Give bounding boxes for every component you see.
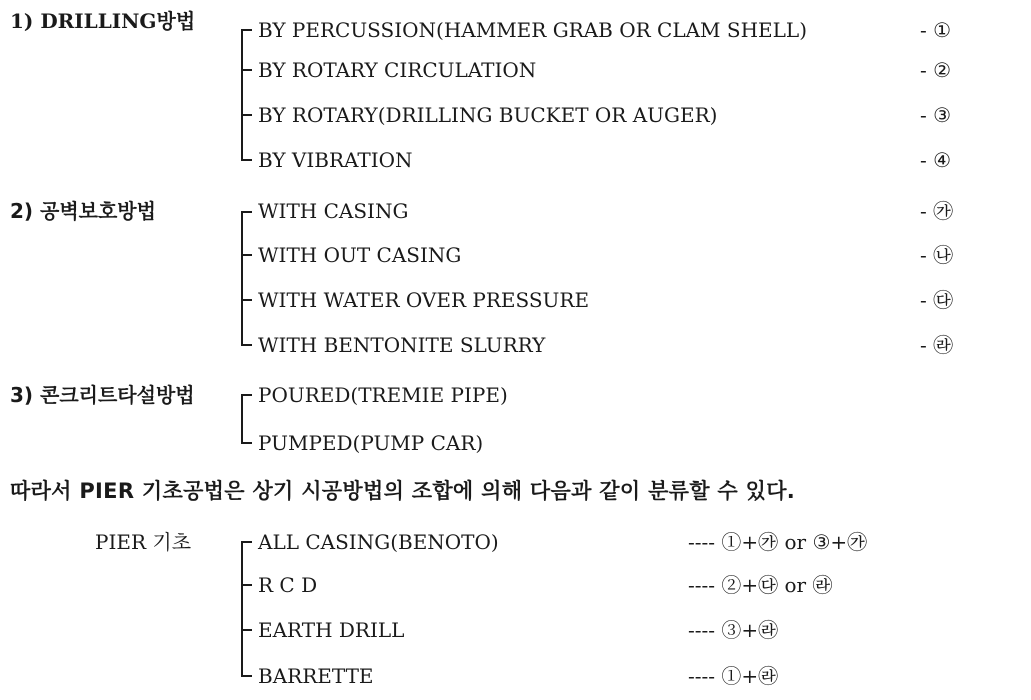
drilling-item-1: BY PERCUSSION(HAMMER GRAB OR CLAM SHELL) [258, 18, 808, 42]
wall-code-4: - ㉱ [920, 333, 954, 357]
drilling-code-2: - ② [920, 58, 952, 82]
section-3-heading: 3) 콘크리트타설방법 [10, 383, 195, 407]
wall-code-1: - ㉮ [920, 199, 954, 223]
bracket-wall-protection [242, 212, 252, 345]
drilling-code-4: - ④ [920, 148, 952, 172]
pier-combo-2: ---- ②+㉰ or ㉱ [688, 573, 833, 597]
wall-item-3: WITH WATER OVER PRESSURE [258, 288, 590, 312]
section-2-heading: 2) 공벽보호방법 [10, 199, 156, 223]
pier-combo-3: ---- ③+㉱ [688, 618, 779, 642]
wall-item-2: WITH OUT CASING [258, 243, 462, 267]
section-1-heading: 1) DRILLING방법 [10, 9, 196, 33]
pier-item-1: ALL CASING(BENOTO) [258, 530, 499, 554]
wall-code-2: - ㉯ [920, 243, 954, 267]
bracket-pier [242, 542, 252, 676]
drilling-item-2: BY ROTARY CIRCULATION [258, 58, 537, 82]
bracket-concrete [242, 395, 252, 443]
pier-combo-4: ---- ①+㉱ [688, 664, 779, 688]
concrete-item-2: PUMPED(PUMP CAR) [258, 431, 484, 455]
pier-item-3: EARTH DRILL [258, 618, 405, 642]
drilling-item-3: BY ROTARY(DRILLING BUCKET OR AUGER) [258, 103, 718, 127]
drilling-item-4: BY VIBRATION [258, 148, 413, 172]
bracket-drilling [242, 30, 252, 160]
summary-sentence: 따라서 PIER 기초공법은 상기 시공방법의 조합에 의해 다음과 같이 분류할 수 있다. [10, 479, 796, 503]
pier-item-4: BARRETTE [258, 664, 374, 688]
pier-item-2: R C D [258, 573, 318, 597]
wall-code-3: - ㉰ [920, 288, 954, 312]
wall-item-1: WITH CASING [258, 199, 409, 223]
concrete-item-1: POURED(TREMIE PIPE) [258, 383, 508, 407]
wall-item-4: WITH BENTONITE SLURRY [258, 333, 546, 357]
pier-combo-1: ---- ①+㉮ or ③+㉮ [688, 530, 868, 554]
drilling-code-3: - ③ [920, 103, 952, 127]
pier-heading: PIER 기초 [95, 530, 192, 554]
drilling-code-1: - ① [920, 18, 952, 42]
